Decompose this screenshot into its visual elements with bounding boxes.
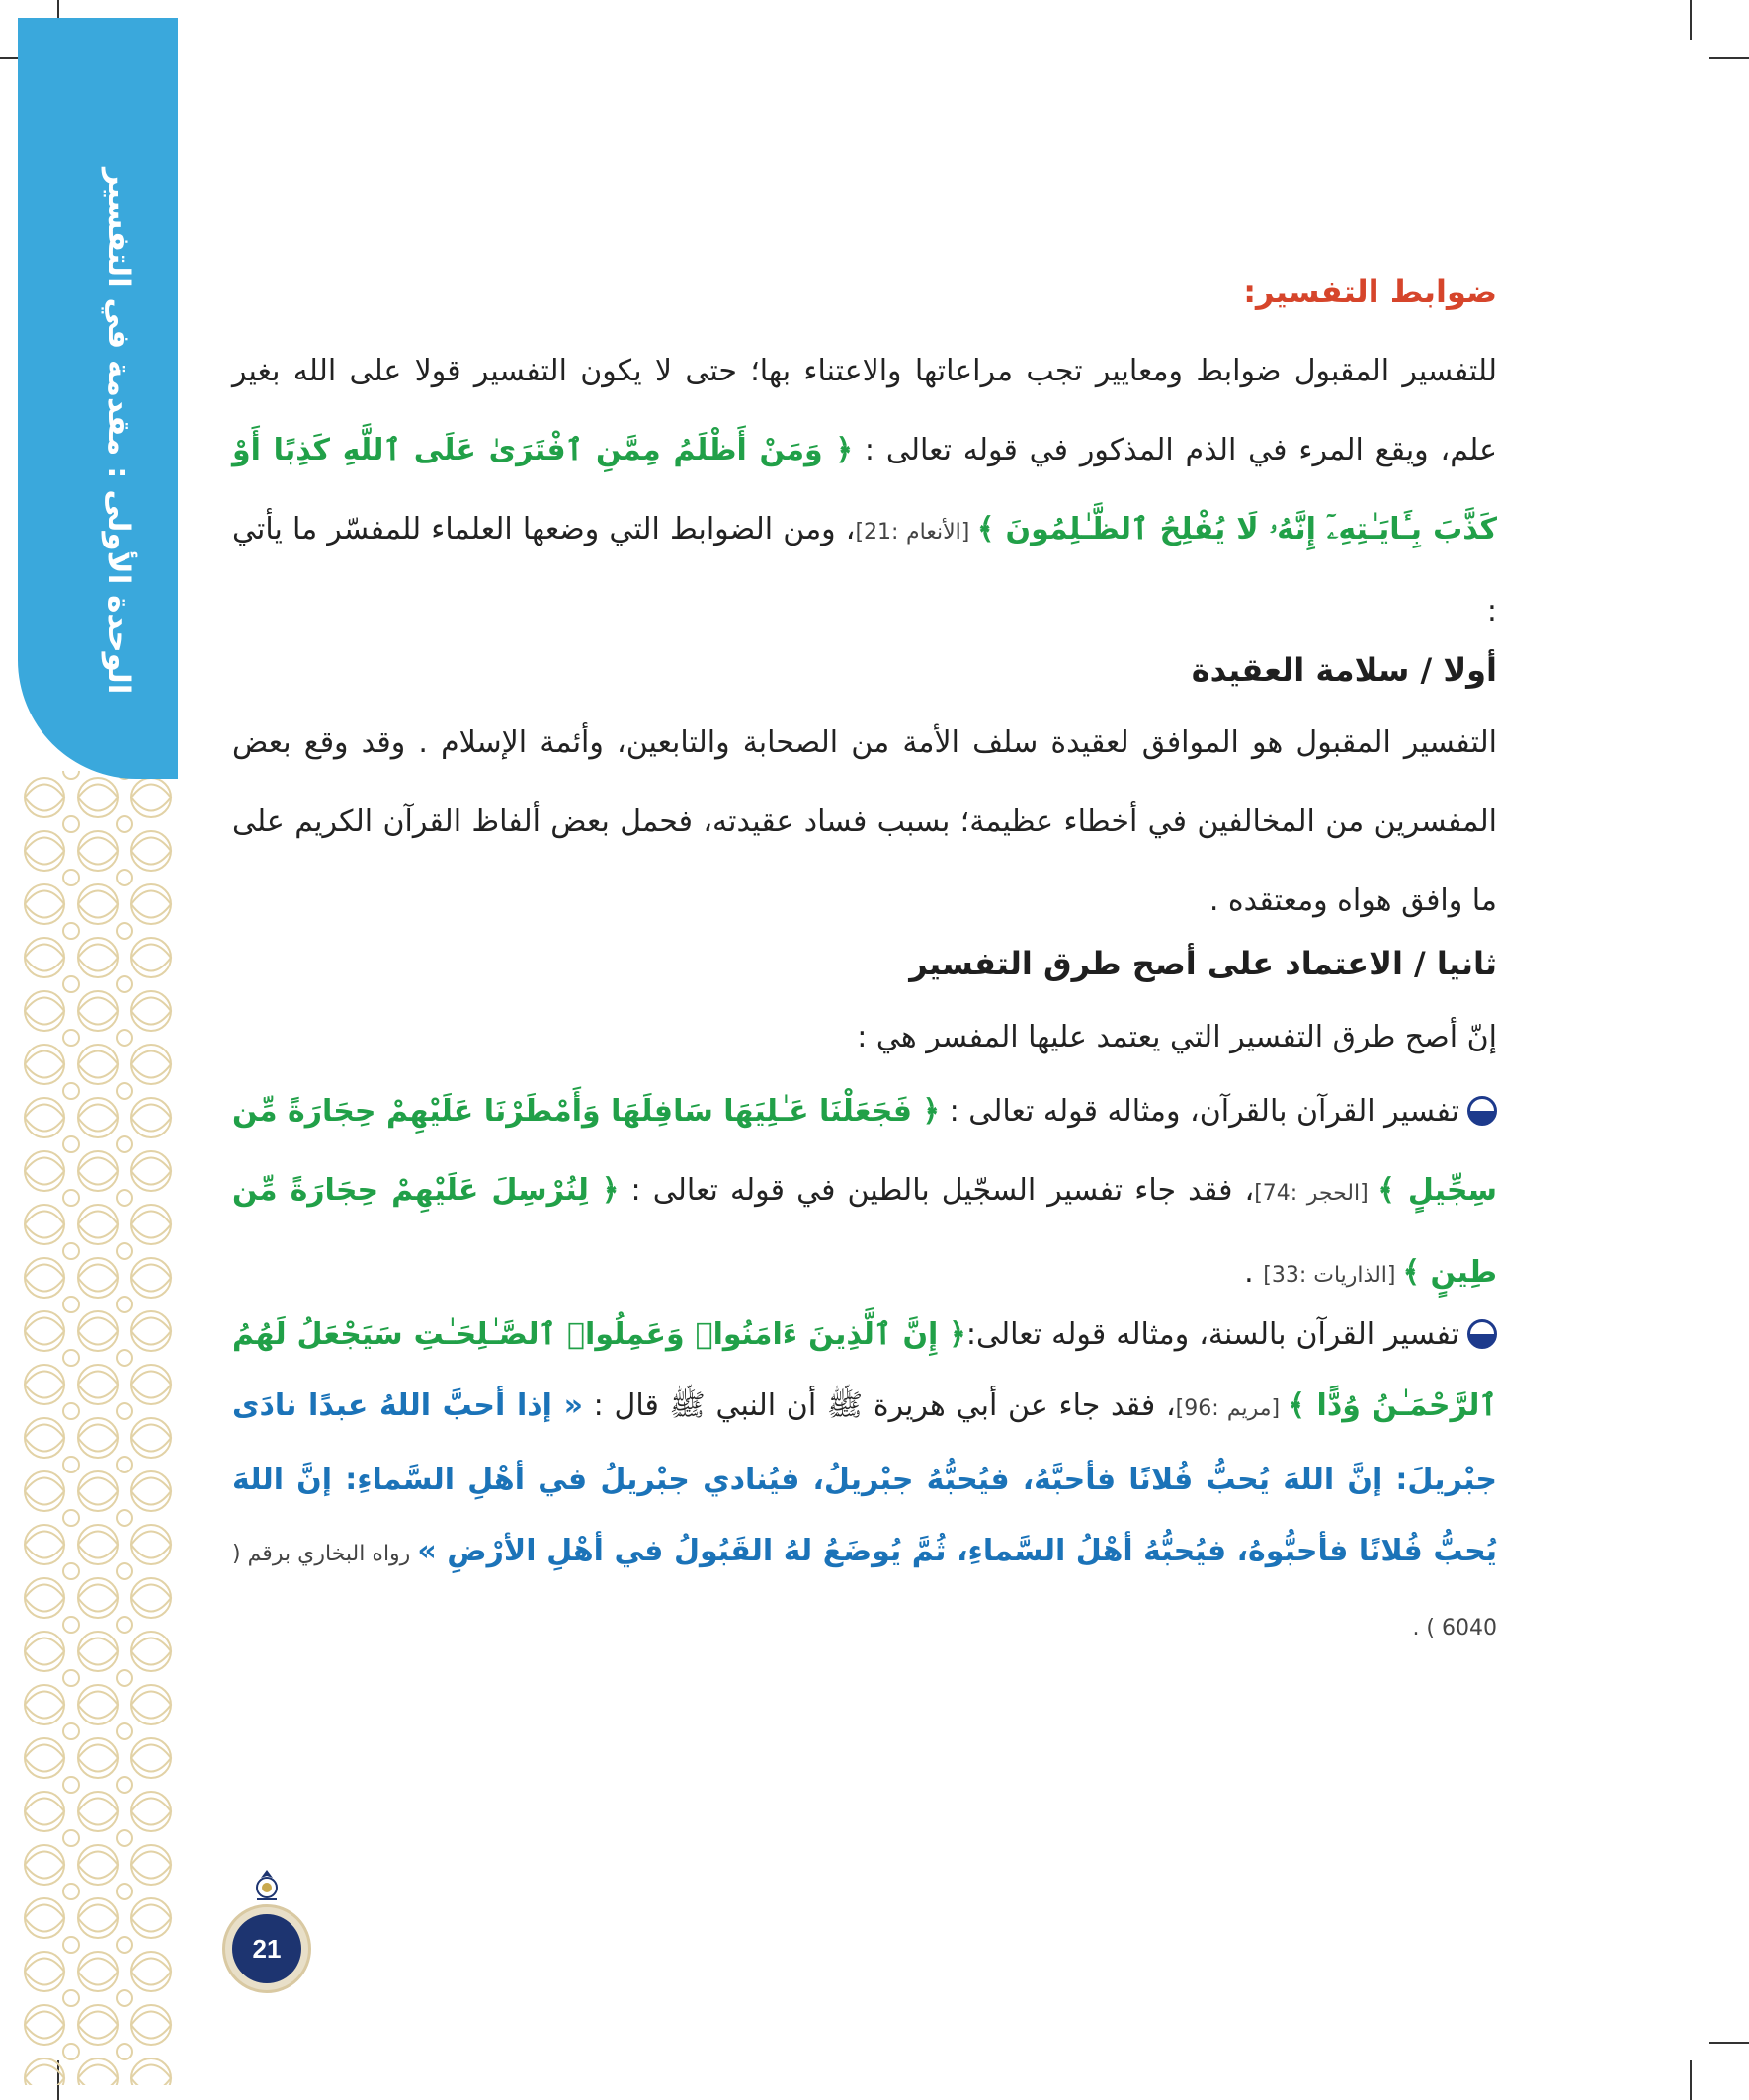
hadith-source: رواه البخاري برقم ( 6040 ) .: [232, 1542, 1497, 1640]
first-criterion-title: أولا / سلامة العقيدة: [1191, 651, 1497, 689]
intro-text: للتفسير المقبول ضوابط ومعايير تجب مراعاتها والاعتناء بها؛ حتى لا يكون التفسير قولا على الله بغير علم، ويقع المرء في الذم المذكور في قوله تعالى :: [232, 354, 1497, 467]
section-title: ضوابط التفسير:: [1243, 273, 1497, 310]
bullet-icon: [1467, 1319, 1497, 1349]
item-text-continued: ، فقد جاء عن أبي هريرة ﷺ أن النبي ﷺ قال :: [582, 1388, 1176, 1423]
ornament-border: [18, 771, 178, 2085]
first-criterion-body: التفسير المقبول هو الموافق لعقيدة سلف الأمة من الصحابة والتابعين، وأئمة الإسلام . وقد وقع بعض المفسرين من المخالفين في أخطاء عظيمة؛ بسبب فساد عقيدته، فحمل بعض ألفاظ القرآن الكريم على ما وافق هواه ومعتقده .: [232, 725, 1497, 918]
crop-mark: [1690, 2060, 1692, 2100]
bullet-icon: [1467, 1096, 1497, 1126]
second-criterion-intro: إنّ أصح طرق التفسير التي يعتمد عليها المفسر هي :: [857, 1020, 1497, 1054]
quran-verse: ﴿ إِنَّ ٱلَّذِينَ ءَامَنُوا۟ وَعَمِلُوا۟ ٱلصَّـٰلِحَـٰتِ سَيَجْعَلُ لَهُمُ ٱلرَّحْمَـٰنُ وُدًّا ﴾: [232, 1317, 1497, 1423]
intro-paragraph: [232, 332, 1497, 651]
item-end: .: [1244, 1255, 1264, 1290]
list-item: [232, 1072, 1497, 1315]
unit-side-tab: [18, 18, 178, 779]
quran-verse: ﴿ فَجَعَلْنَا عَـٰلِيَهَا سَافِلَهَا وَأَمْطَرْنَا عَلَيْهِمْ حِجَارَةً مِّن سِجِّيلٍ ﴾: [232, 1094, 1497, 1208]
item-text: تفسير القرآن بالسنة، ومثاله قوله تعالى:: [965, 1317, 1459, 1352]
crop-mark: [1709, 57, 1749, 59]
quran-verse: ﴿ وَمَنْ أَظْلَمُ مِمَّنِ ٱفْتَرَىٰ عَلَى ٱللَّهِ كَذِبًا أَوْ كَذَّبَ بِـَٔايَـٰتِهِۦٓ إِنَّهُۥ لَا يُفْلِحُ ٱلظَّـٰلِمُونَ ﴾: [232, 433, 1497, 546]
second-criterion-title: ثانيا / الاعتماد على أصح طرق التفسير: [909, 945, 1497, 982]
page-number: 21: [232, 1914, 301, 1983]
emblem-icon: [251, 1868, 283, 1903]
verse-reference: [الذاريات :33]: [1263, 1263, 1403, 1288]
verse-reference: [الأنعام :21]: [855, 520, 977, 545]
crop-mark: [1690, 0, 1692, 40]
intro-text-continued: ، ومن الضوابط التي وضعها العلماء للمفسّر ما يأتي :: [232, 512, 1497, 629]
unit-title: الوحدة الأولى : مقدمة في التفسير: [101, 168, 136, 695]
verse-reference: [الحجر :74]: [1254, 1181, 1378, 1206]
verse-reference: [مريم :96]: [1175, 1396, 1289, 1421]
quran-verse: ﴿ لِنُرْسِلَ عَلَيْهِمْ حِجَارَةً مِّن طِينٍ ﴾: [232, 1173, 1497, 1290]
item-text: تفسير القرآن بالقرآن، ومثاله قوله تعالى :: [940, 1094, 1459, 1129]
item-text-continued: ، فقد جاء تفسير السجّيل بالطين في قوله تعالى :: [619, 1173, 1255, 1208]
list-item: [232, 1300, 1497, 1664]
hadith-text: « إذا أحبَّ اللهُ عبدًا نادَى جبْريلَ: إنَّ اللهَ يُحبُّ فُلانًا فأحبَّهُ، فيُحبُّهُ جبْريلُ، فيُنادي جبْريلُ في أهْلِ السَّماءِ: إنَّ اللهَ يُحبُّ فُلانًا فأحبُّوهُ، فيُحبُّهُ أهْلُ السَّماءِ، ثُمَّ يُوضَعُ لهُ القَبُولُ في أهْلِ الأرْضِ »: [232, 1388, 1497, 1568]
crop-mark: [1709, 2042, 1749, 2044]
